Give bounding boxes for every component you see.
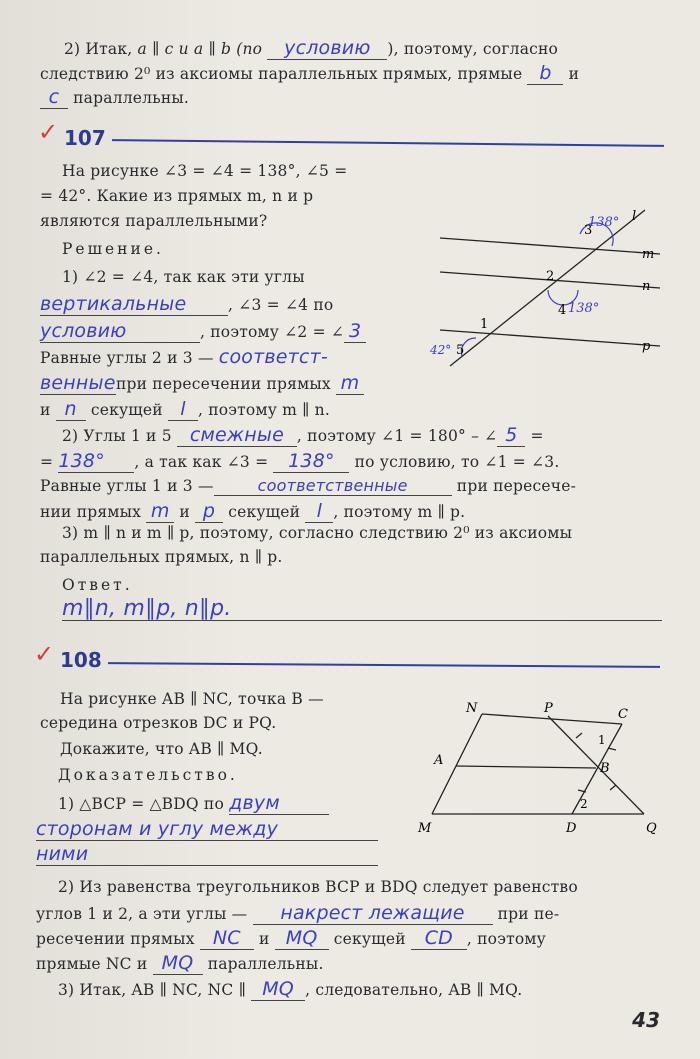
svg-text:C: C <box>618 707 628 722</box>
proof-108-s2a: 2) Из равенства треугольников BCP и BDQ следует равенство <box>58 878 578 896</box>
svg-text:p: p <box>642 339 651 354</box>
solution-107-s2d: нии прямых m и p секущей l , поэтому m ∥ p. <box>40 500 466 522</box>
svg-text:l: l <box>632 209 637 224</box>
condition-108-line-1: На рисунке AB ∥ NC, точка B — <box>60 690 324 708</box>
svg-text:2: 2 <box>546 269 555 284</box>
header-rule-107 <box>112 139 664 147</box>
answer-line-107: m∥n, m∥p, n∥p. <box>62 596 662 621</box>
proof-108-s1a: 1) △BCP = △BDQ по двум <box>58 792 329 815</box>
solution-107-s3b: параллельных прямых, n ∥ p. <box>40 548 283 566</box>
proof-108-s1c: ними <box>36 843 378 866</box>
top-line-2: следствию 2⁰ из аксиомы параллельных прямых, прямые b и <box>40 62 580 84</box>
solution-107-s1a: 1) ∠2 = ∠4, так как эти углы <box>62 268 305 286</box>
header-rule-108 <box>108 662 660 668</box>
check-mark-108: ✓ <box>34 640 55 668</box>
segment-AB <box>456 766 596 768</box>
check-mark-107: ✓ <box>38 118 59 146</box>
svg-text:P: P <box>544 701 553 716</box>
proof-108-s2d: прямые NC и MQ параллельны. <box>36 952 324 974</box>
svg-text:1: 1 <box>598 733 606 747</box>
condition-108-line-2: середина отрезков DC и PQ. <box>40 714 277 732</box>
top-line-3: c параллельны. <box>40 86 189 109</box>
svg-text:42°: 42° <box>430 343 452 357</box>
problem-number-107: 107 <box>64 126 106 150</box>
solution-107-s2a: 2) Углы 1 и 5 смежные , поэтому ∠1 = 180° – ∠ 5 = <box>62 424 544 446</box>
segment-PQ <box>548 716 644 814</box>
page-number: 43 <box>632 1008 660 1032</box>
svg-text:m: m <box>642 247 655 262</box>
figure-108 <box>412 696 672 844</box>
svg-text:n: n <box>642 279 651 294</box>
solution-107-s2b: = 138° , а так как ∠3 = 138° по условию, то ∠1 = ∠3. <box>40 450 560 472</box>
svg-text:Q: Q <box>646 821 657 836</box>
proof-label-108: Доказательство. <box>58 766 238 784</box>
svg-text:D: D <box>566 821 577 836</box>
proof-108-s2b: углов 1 и 2, а эти углы — накрест лежащие при пе- <box>36 902 560 924</box>
svg-text:B: B <box>600 761 610 776</box>
answer-label-107: Ответ. <box>62 576 133 594</box>
svg-text:5: 5 <box>456 343 465 358</box>
condition-107-line-2: = 42°. Какие из прямых m, n и p <box>40 187 314 205</box>
svg-text:2: 2 <box>580 797 588 811</box>
solution-107-s3a: 3) m ∥ n и m ∥ p, поэтому, согласно следствию 2⁰ из аксиомы <box>62 524 573 542</box>
condition-107-line-3: являются параллельными? <box>40 212 268 230</box>
line-m <box>440 238 660 254</box>
problem-number-108: 108 <box>60 648 102 672</box>
svg-text:138°: 138° <box>588 215 620 230</box>
svg-text:1: 1 <box>480 317 489 332</box>
svg-text:M: M <box>418 821 432 836</box>
solution-107-s1b: вертикальные , ∠3 = ∠4 по <box>40 293 334 315</box>
condition-108-line-3: Докажите, что AB ∥ MQ. <box>60 740 263 758</box>
solution-107-s1c: условию , поэтому ∠2 = ∠ 3 <box>40 320 366 343</box>
solution-label-107: Решение. <box>62 240 164 258</box>
proof-108-s1b: сторонам и углу между <box>36 818 378 841</box>
svg-text:N: N <box>466 701 478 716</box>
solution-107-s1e: венныепри пересечении прямых m <box>40 372 364 395</box>
solution-107-s2c: Равные углы 1 и 3 — соответственные при пересече- <box>40 476 577 495</box>
top-line-1: 2) Итак, a ∥ c и a ∥ b (по условию ), поэтому, согласно <box>64 37 559 59</box>
figure-107 <box>420 206 670 376</box>
condition-107-line-1: На рисунке ∠3 = ∠4 = 138°, ∠5 = <box>62 162 348 180</box>
svg-text:4: 4 <box>558 303 567 318</box>
solution-107-s1f: и n секущей l , поэтому m ∥ n. <box>40 398 330 420</box>
svg-text:3: 3 <box>584 223 593 238</box>
proof-108-s3: 3) Итак, AB ∥ NC, NC ∥ MQ , следовательно, AB ∥ MQ. <box>58 978 523 1000</box>
proof-108-s2c: ресечении прямых NC и MQ секущей CD , поэтому <box>36 927 546 949</box>
handwritten-answer: условию <box>284 37 371 59</box>
svg-text:138°: 138° <box>568 301 600 316</box>
solution-107-s1d: Равные углы 2 и 3 — соответст- <box>40 346 328 368</box>
svg-text:A: A <box>434 753 444 768</box>
